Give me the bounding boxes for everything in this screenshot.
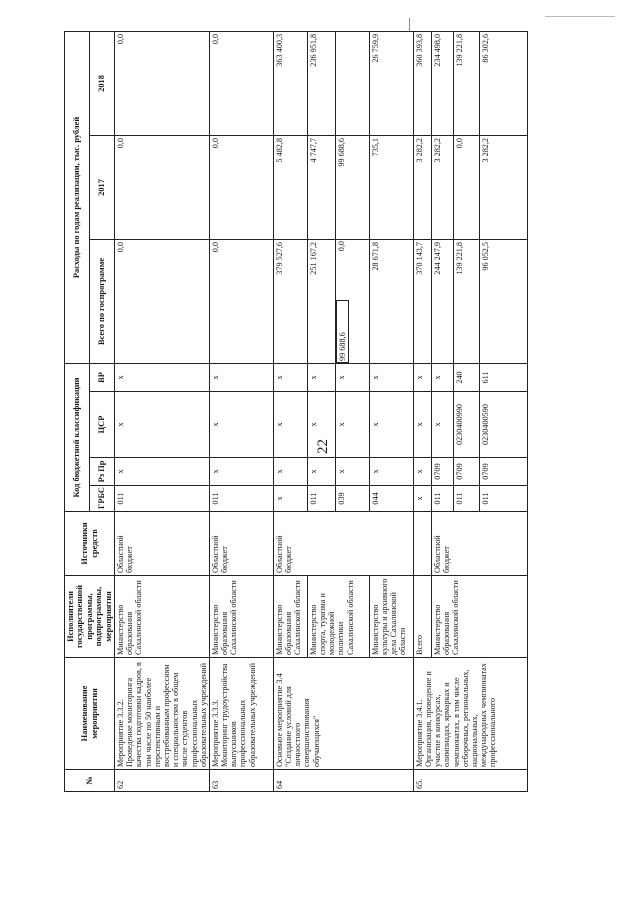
row-num: 63 <box>209 770 273 792</box>
row-total: 244 247,9 <box>431 239 453 363</box>
row-rzpr: x <box>209 458 273 486</box>
row-csr: x <box>413 392 431 458</box>
row-vr: x <box>369 363 413 391</box>
row-num: 62 <box>115 770 210 792</box>
row-source: Областной бюджет <box>115 512 210 576</box>
table-row <box>115 31 210 791</box>
row-rzpr: x <box>307 458 335 486</box>
header-2017: 2017 <box>90 135 115 239</box>
row-total: 28 671,8 <box>369 239 413 363</box>
row-grbs: 011 <box>479 486 527 512</box>
row-2017: 5 482,8 <box>273 135 307 239</box>
row-csr: x <box>369 392 413 458</box>
row-rzpr: 0709 <box>479 458 527 486</box>
row-vr: x <box>431 363 453 391</box>
row-total: 139 221,8 <box>453 239 479 363</box>
header-row <box>65 31 90 791</box>
row-2018: 26 759,9 <box>369 31 413 135</box>
row-2017: 735,1 <box>369 135 413 239</box>
row-vr: x <box>273 363 307 391</box>
row-rzpr: x <box>369 458 413 486</box>
row-total: 96 052,5 <box>479 239 527 363</box>
row-total: 370 143,7 <box>413 239 431 363</box>
row-2017: 99 688,6 <box>335 135 369 239</box>
header-source: Источники средств <box>65 512 115 576</box>
row-csr: x <box>431 392 453 458</box>
header-budget-code: Код бюджетной классификации <box>65 363 90 511</box>
row-total: 0,0 <box>115 239 210 363</box>
row-total: 379 527,6 <box>273 239 307 363</box>
row-rzpr: x <box>273 458 307 486</box>
row-csr: x <box>115 392 210 458</box>
rotated-sheet <box>64 32 564 792</box>
row-executor: Министерство культуры и архивного дела Сахалинской области <box>369 576 413 658</box>
row-vr: 240 <box>453 363 479 391</box>
row-rzpr: x <box>335 458 369 486</box>
row-csr: 0230400990 <box>453 392 479 458</box>
row-csr: x <box>335 392 369 458</box>
row-2017: 0,0 <box>209 135 273 239</box>
header-grbs: ГРБС <box>90 486 115 512</box>
row-rzpr: x <box>413 458 431 486</box>
header-expenses: Расходы по годам реализации, тыс. рублей <box>65 31 90 363</box>
page-number: 22 <box>315 439 331 454</box>
row-vr: x <box>307 363 335 391</box>
row-name: Основное мероприятие 3.4 "Создание условий для личностного совершенствования обучающихся" <box>273 658 413 770</box>
row-2018: 234 498,0 <box>431 31 453 135</box>
row-2017: 4 747,7 <box>307 135 335 239</box>
header-name: Наименование мероприятия <box>65 658 115 770</box>
scan-line <box>545 16 615 17</box>
row-vr: x <box>209 363 273 391</box>
row-grbs: 044 <box>369 486 413 512</box>
header-csr: ЦСР <box>90 392 115 458</box>
header-rzpr: Рз Пр <box>90 458 115 486</box>
row-name: Мероприятие 3.3.2. Проведение мониторинга качества подготовки кадров, в том числе по 50 наиболее перспективным и востребованным профессиям и специальностям в общем числе студентов профессиональных образовательных учреждений <box>115 658 210 770</box>
row-source: Областной бюджет <box>273 512 413 576</box>
row-csr: x <box>209 392 273 458</box>
row-2017: 0,0 <box>453 135 479 239</box>
row-grbs: 011 <box>115 486 210 512</box>
header-total: Всего по госпрограмме <box>90 239 115 363</box>
row-2017: 3 282,2 <box>413 135 431 239</box>
row-total: 251 167,2 <box>307 239 335 363</box>
row-vr: x <box>413 363 431 391</box>
row-2018: 360 393,8 <box>413 31 431 135</box>
row-2017: 3 282,2 <box>431 135 453 239</box>
row-2018: 0,0 <box>209 31 273 135</box>
row-2018 <box>335 31 369 135</box>
row-2018: 0,0 <box>115 31 210 135</box>
row-vr: 611 <box>479 363 527 391</box>
budget-table <box>64 31 528 792</box>
row-executor: Министерство образования Сахалинской области <box>273 576 307 658</box>
scan-mark <box>409 18 410 32</box>
row-total: 0,0 <box>209 239 273 363</box>
row-2018: 139 221,8 <box>453 31 479 135</box>
row-num: 65. <box>413 770 527 792</box>
row-2018: 363 400,3 <box>273 31 307 135</box>
header-2018: 2018 <box>90 31 115 135</box>
row-grbs: 011 <box>307 486 335 512</box>
row-executor: Министерство образования Сахалинской области <box>209 576 273 658</box>
row-name: Мероприятие 3.4.1. Организация, проведение и участие в конкурсах, олимпиадах, ярмарках и чемпионатах, в том числе отборочных, региональных, национальных, международных чемпионатах профессионального <box>413 658 527 770</box>
row-total-sub-b: 0,0 <box>336 240 346 252</box>
row-grbs: x <box>273 486 307 512</box>
row-grbs: 011 <box>209 486 273 512</box>
row-grbs: 011 <box>431 486 453 512</box>
row-2018: 236 951,8 <box>307 31 335 135</box>
row-total-sub: 99 688,6 <box>336 300 349 363</box>
row-executor: Министерство образования Сахалинской области <box>115 576 210 658</box>
header-num: № <box>65 770 115 792</box>
row-executor: Всего <box>413 576 431 658</box>
row-num: 64 <box>273 770 413 792</box>
row-source: Областной бюджет <box>209 512 273 576</box>
row-csr: x <box>307 392 335 458</box>
row-rzpr: x <box>115 458 210 486</box>
row-2018: 86 302,6 <box>479 31 527 135</box>
row-vr: x <box>335 363 369 391</box>
table-row <box>273 31 307 791</box>
row-grbs: x <box>413 486 431 512</box>
row-rzpr: 0709 <box>453 458 479 486</box>
row-name: Мероприятие 3.3.3. Мониторинг трудоустройства выпускников профессиональных образовательных учреждений <box>209 658 273 770</box>
table-row <box>413 31 431 791</box>
row-executor: Министерство образования Сахалинской области <box>431 576 527 658</box>
row-total <box>335 239 369 363</box>
row-2017: 3 282,2 <box>479 135 527 239</box>
row-grbs: 011 <box>453 486 479 512</box>
table-row <box>209 31 273 791</box>
row-2017: 0,0 <box>115 135 210 239</box>
row-source <box>413 512 431 576</box>
row-grbs: 039 <box>335 486 369 512</box>
row-csr: 0230400590 <box>479 392 527 458</box>
row-vr: x <box>115 363 210 391</box>
row-source: Областной бюджет <box>431 512 527 576</box>
header-executors: Исполнители государственной программы, подпрограммы, мероприятия <box>65 576 115 658</box>
header-vr: ВР <box>90 363 115 391</box>
row-csr: x <box>273 392 307 458</box>
row-rzpr: 0709 <box>431 458 453 486</box>
row-executor: Министерство спорта, туризма и молодежной политики Сахалинской области <box>307 576 369 658</box>
